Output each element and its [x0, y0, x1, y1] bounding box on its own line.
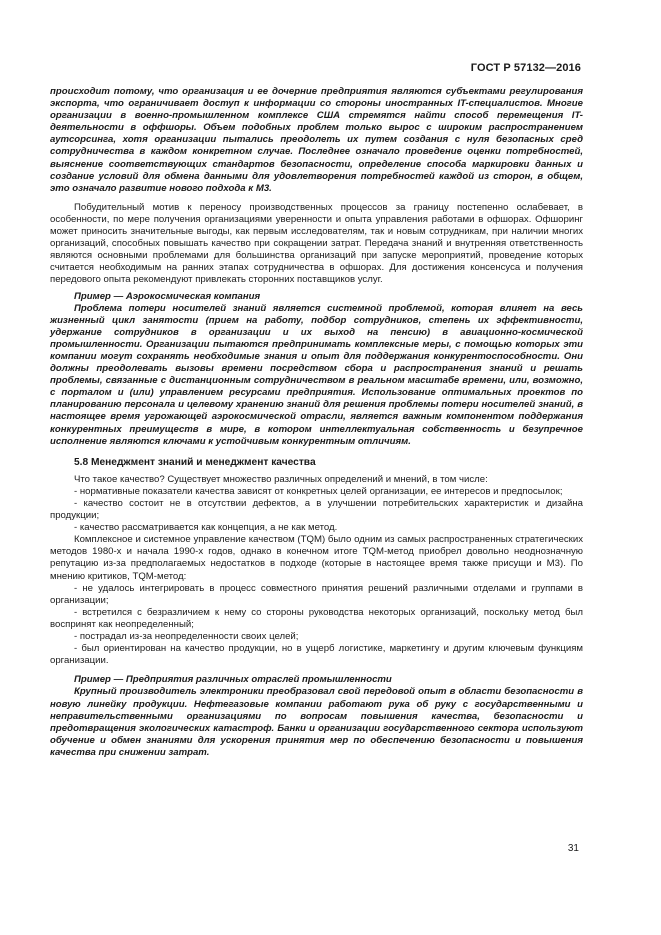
- document-header: ГОСТ Р 57132—2016: [470, 62, 581, 74]
- example-body-aerospace: Проблема потери носителей знаний является системной проблемой, которая влияет на весь жизненный цикл занятости (прием на работу, подбор сотрудников, степень их эффективности, удержание сотрудников в организации и их выход на пенсию) в авиационно-космической промышленности. Организации пытаются предпринимать комплексные меры, с помощью которых эти компании могут сохранять необходимые знания и опыт для поддержания конкурентоспособности. Они должны преодолевать вызовы времени посредством сбора и распространения знаний и решать проблемы, связанные с дистанционным сотрудничеством в реальном масштабе времени, или, возможно, с порталом и (или) управлением ресурсами предприятия. Использование оптимальных проектов по планированию персонала и целевому хранению знаний для решения проблемы потери носителей знаний, в настоящее время угрожающей аэрокосмической отрасли, является важным компонентом поддержания конкурентных преимуществ в мире, в котором интеллектуальная собственность и безупречное исполнение являются ключами к устойчивым конкурентным отличиям.: [50, 302, 583, 447]
- paragraph-intro-continuation: происходит потому, что организация и ее дочерние предприятия являются субъектами регулирования экспорта, что ограничивает доступ к информации со стороны иностранных IT-специалистов. Многие организации в военно-промышленном комплексе США стремятся найти способ перемещения IT-деятельности в оффшоры. Объем подобных проблем только вырос с широким распространением аутсорсинга, хотя организации пытались преодолеть их путем создания с нуля безопасных сред сотрудничества в каждом конкретном случае. Последнее означало проведение оценки потребностей, выяснение соответствующих стандартов безопасности, определение способа маркировки данных и создание условий для обмена данными для удовлетворения потребностей каждой из сторон, в общем, это означало развитие нового подхода к М3.: [50, 86, 583, 194]
- page-number: 31: [567, 843, 579, 854]
- list-item: - был ориентирован на качество продукции, но в ущерб логистике, маркетингу и другим ключевым функциям организации.: [50, 643, 583, 667]
- example-title-industries: Пример — Предприятия различных отраслей промышленности: [74, 674, 392, 686]
- example-title-aerospace: Пример — Аэрокосмическая компания: [74, 290, 261, 302]
- list-item: - качество рассматривается как концепция, а не как метод.: [74, 522, 338, 534]
- example-body-industries: Крупный производитель электроники преобразовал свой передовой опыт в области безопасности в новую линейку продукции. Нефтегазовые компании работают рука об руку с государственными и неправительственными организациями по вопросам повышения качества, безопасности и предотвращения экологических катастроф. Банки и организации государственного сектора используют обучение и обмен знаниями для ускорения принятия мер по обеспечению безопасности и повышения качества при снижении затрат.: [50, 686, 583, 758]
- list-item: - пострадал из-за неопределенности своих целей;: [74, 631, 299, 643]
- list-item: - качество состоит не в отсутствии дефектов, а в улучшении потребительских характеристик и дизайна продукции;: [50, 498, 583, 522]
- section-heading-5-8: 5.8 Менеджмент знаний и менеджмент качества: [74, 456, 316, 468]
- paragraph-offshoring-motive: Побудительный мотив к переносу производственных процессов за границу постепенно ослабевает, в особенности, по мере получения организациями уверенности и опыта управления работами в офшорах. Офшоринг может приносить значительные выгоды, как первым исследователям, так и новым сотрудникам, при наличии многих организаций, способных повышать качество при сокращении затрат. Передача знаний и внутренняя ответственность являются основными проблемами для большинства организаций при запуске мероприятий, проведение которых считается необходимым на ранних этапах сотрудничества в офшорах. Для достижения консенсуса и получения передового опыта рекомендуют привлекать сторонних поставщиков услуг.: [50, 201, 583, 286]
- page-content: [50, 86, 583, 759]
- paragraph-tqm: Комплексное и системное управление качеством (TQM) было одним из самых распространенных стратегических методов 1980-х и начала 1990-х годов, однако в конечном итоге TQM-метод приобрел довольно неоднозначную репутацию из-за предполагаемых недостатков в подходе (которые в настоящее время также присущи и М3). По мнению критиков, TQM-метод:: [50, 534, 583, 582]
- list-item: - встретился с безразличием к нему со стороны руководства некоторых организаций, поскольку метод был воспринят как неопределенный;: [50, 606, 583, 630]
- paragraph-what-is-quality: Что такое качество? Существует множество различных определений и мнений, в том числе:: [74, 473, 488, 485]
- list-item: - не удалось интегрировать в процесс совместного принятия решений различными отделами и группами в организации;: [50, 582, 583, 606]
- list-item: - нормативные показатели качества зависят от конкретных целей организации, ее интересов и предпосылок;: [74, 485, 563, 497]
